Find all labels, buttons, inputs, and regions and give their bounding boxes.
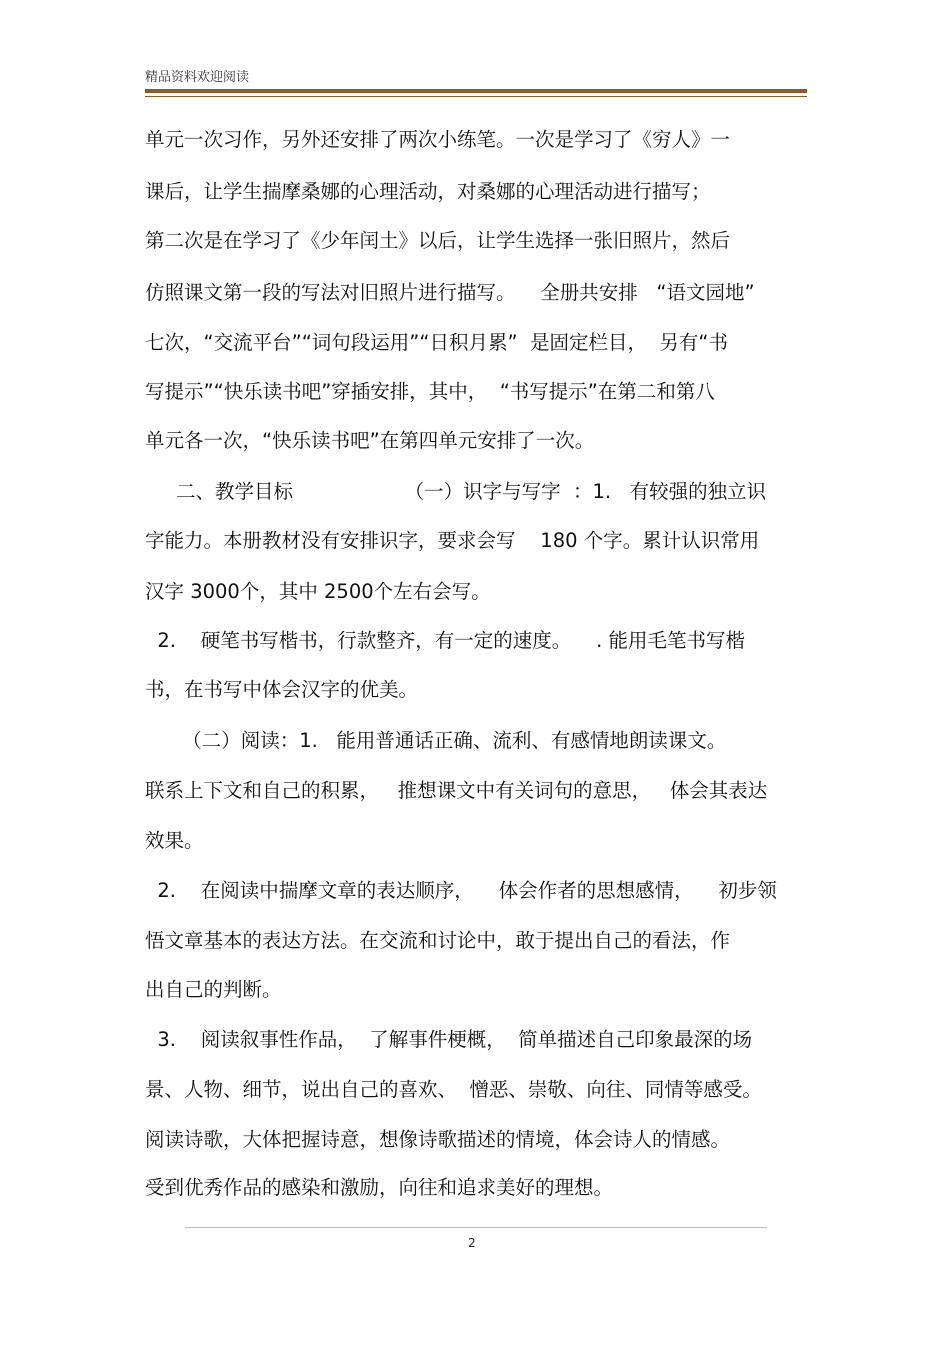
footer-rule [185,1227,767,1228]
text-line: 联系上下文和自己的积累， 推想课文中有关词句的意思， 体会其表达 [145,779,768,802]
page-header: 精品资料欢迎阅读 [145,70,250,85]
text-line: 书，在书写中体会汉字的优美。 [145,678,419,701]
text-line: 2. 在阅读中揣摩文章的表达顺序， 体会作者的思想感情， 初步领 [145,879,777,902]
text-line: 3. 阅读叙事性作品， 了解事件梗概， 简单描述自己印象最深的场 [145,1028,753,1051]
text-line: 二、教学目标 （一）识字与写字 ：1. 有较强的独立识 [145,480,767,503]
text-line: （二）阅读：1. 能用普通话正确、流利、有感情地朗读课文。 [145,729,727,752]
text-line: 课后，让学生揣摩桑娜的心理活动，对桑娜的心理活动进行描写； [145,180,711,203]
header-rule-thick [145,89,807,93]
text-line: 第二次是在学习了《少年闰土》以后，让学生选择一张旧照片，然后 [145,229,731,252]
text-line: 受到优秀作品的感染和激励，向往和追求美好的理想。 [145,1176,614,1199]
text-line: 单元一次习作，另外还安排了两次小练笔。一次是学习了《穷人》一 [145,128,731,151]
text-line: 单元各一次，“快乐读书吧”在第四单元安排了一次。 [145,429,595,452]
text-line: 效果。 [145,829,204,852]
header-rule-thin [145,96,807,97]
text-line: 汉字 3000个，其中 2500个左右会写。 [145,580,491,603]
text-line: 写提示”“快乐读书吧”穿插安排，其中， “书写提示”在第二和第八 [145,380,715,403]
text-line: 2. 硬笔书写楷书，行款整齐，有一定的速度。 . 能用毛笔书写楷 [145,629,745,652]
text-line: 景、人物、细节，说出自己的喜欢、 憎恶、崇敬、向往、同情等感受。 [145,1078,762,1101]
text-line: 出自己的判断。 [145,978,282,1001]
text-line: 仿照课文第一段的写法对旧照片进行描写。 全册共安排 “语文园地” [145,281,755,304]
text-line: 字能力。本册教材没有安排识字，要求会写 180 个字。累计认识常用 [145,529,760,552]
text-line: 悟文章基本的表达方法。在交流和讨论中，敢于提出自己的看法，作 [145,929,731,952]
page-number: 2 [468,1236,476,1250]
text-line: 七次，“交流平台”“词句段运用”“日积月累” 是固定栏目， 另有“书 [145,331,729,354]
text-line: 阅读诗歌，大体把握诗意，想像诗歌描述的情境，体会诗人的情感。 [145,1128,731,1151]
